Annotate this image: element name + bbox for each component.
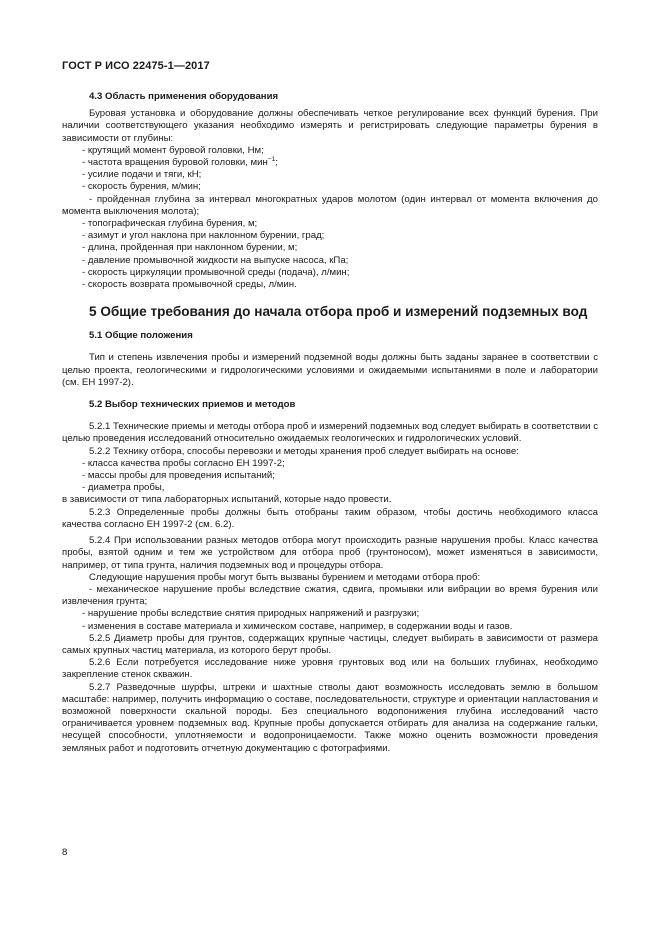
list-item: - крутящий момент буровой головки, Нм; — [82, 144, 264, 156]
paragraph-5-2-2-tail: в зависимости от типа лабораторных испытаний, которые надо провести. — [62, 494, 392, 506]
list-item: - длина, пройденная при наклонном бурении, м; — [82, 242, 298, 254]
section-5-1-title: 5.1 Общие положения — [89, 330, 193, 342]
list-item: - класса качества пробы согласно ЕН 1997-2; — [82, 457, 285, 469]
section-4-3-title: 4.3 Область применения оборудования — [89, 91, 279, 102]
list-item: - скорость циркуляции промывочной среды (подача), л/мин; — [82, 266, 350, 278]
list-item: - скорость возврата промывочной среды, л/мин. — [82, 279, 297, 291]
paragraph-5-2-6: 5.2.6 Если потребуется исследование ниже уровня грунтовых вод или на больших глубинах, необходимо закрепление стенок скважин. — [62, 657, 598, 681]
page-number: 8 — [62, 847, 68, 858]
section-5-title: 5 Общие требования до начала отбора проб и измерений подземных вод — [89, 304, 588, 320]
paragraph-5-2-2: 5.2.2 Технику отбора, способы перевозки и методы хранения проб следует выбирать на основе: — [89, 445, 519, 457]
list-item: - нарушение пробы вследствие снятия природных напряжений и разгрузки; — [82, 608, 420, 620]
document-code-header: ГОСТ Р ИСО 22475-1—2017 — [62, 60, 210, 72]
page-body — [62, 91, 598, 755]
list-item: - скорость бурения, м/мин; — [82, 181, 201, 193]
paragraph-5-2-5: 5.2.5 Диаметр пробы для грунтов, содержащих крупные частицы, следует выбирать в зависимости от размера самых крупных частиц материала, из которого берут пробы. — [62, 632, 598, 656]
list-item: - частота вращения буровой головки, мин$^{-1}$; — [82, 156, 278, 169]
paragraph-5-2-1: 5.2.1 Технические приемы и методы отбора проб и измерений подземных вод следует выбирать в соответствии с целью проведения исследований относительно ожидаемых геологических и гидрологических условий. — [62, 421, 598, 445]
paragraph-5-2-4b: Следующие нарушения пробы могут быть вызваны бурением и методами отбора проб: — [89, 571, 481, 583]
list-item: - топографическая глубина бурения, м; — [82, 218, 258, 230]
list-item: - массы пробы для проведения испытаний; — [82, 470, 275, 482]
list-item: - азимут и угол наклона при наклонном бурении, град; — [82, 230, 325, 242]
section-4-3-intro: Буровая установка и оборудование должны обеспечивать четкое регулирование всех функций бурения. При наличии соответствующего указания необходимо измерять и регистрировать следующие параметры бурения в зависимости от глубины: — [62, 108, 598, 144]
paragraph-5-2-4: 5.2.4 При использовании разных методов отбора могут происходить разные нарушения пробы. Класс качества пробы, взятой одним и тем же устройством для отбора проб (грунтоносом), может изменяться в зависимости, например, от типа грунта, наличия подземных вод и процедуры отбора. — [62, 535, 598, 571]
list-item: - давление промывочной жидкости на выпуске насоса, кПа; — [82, 254, 349, 266]
list-item: - диаметра пробы, — [82, 482, 165, 494]
list-item: - изменения в составе материала и химическом составе, например, в содержании воды и газов. — [82, 620, 513, 632]
section-5-1-text: Тип и степень извлечения пробы и измерений подземной воды должны быть заданы заранее в соответствии с целью проекта, геологическими и гидрологическими условиями и ожидаемыми испытаниями в поле и лаборатории (см. ЕН 1997-2). — [62, 352, 598, 388]
list-item: - механическое нарушение пробы вследствие сжатия, сдвига, промывки или вибрации во время бурения или извлечения грунта; — [62, 583, 598, 608]
section-5-2-title: 5.2 Выбор технических приемов и методов — [89, 399, 296, 411]
list-item: - усилие подачи и тяги, кН; — [82, 169, 202, 181]
paragraph-5-2-3: 5.2.3 Определенные пробы должны быть отобраны таким образом, чтобы достичь необходимого класса качества согласно ЕН 1997-2 (см. 6.2). — [62, 506, 598, 530]
list-item: - пройденная глубина за интервал многократных ударов молотом (один интервал от момента включения до момента выключения молота); — [62, 193, 598, 217]
superscript: −1 — [267, 156, 276, 164]
paragraph-5-2-7: 5.2.7 Разведочные шурфы, штреки и шахтные стволы дают возможность исследовать землю в большом масштабе: например, получить информацию о составе, последовательности, структуре и ориентации напластования и возможной поверхности скальной породы. Без специального водопонижения глубина исследований часто ограничивается уровнем подземных вод. Крупные пробы допускается отбирать для анализа на содержание гальки, несущей способности, уплотняемости и водопроницаемости. Также можно оценить возможности проведения земляных работ и подготовить отчетную документацию с фотографиями. — [62, 681, 598, 754]
